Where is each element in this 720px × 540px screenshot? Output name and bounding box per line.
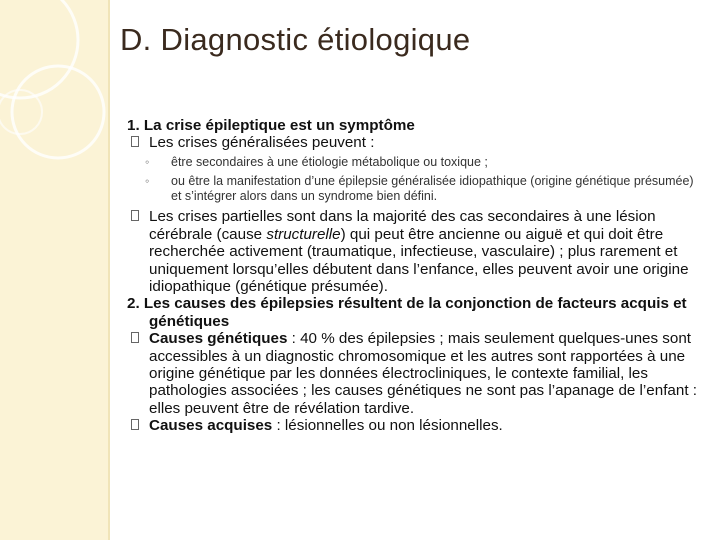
- decorative-side-panel: [0, 0, 108, 540]
- circle-bullet-icon: ◦: [145, 154, 150, 169]
- side-divider: [108, 0, 110, 540]
- section1-bullet-1: [127, 134, 702, 151]
- sub-item-text: être secondaires à une étiologie métabolique ou toxique ;: [171, 154, 488, 169]
- sub-item: [141, 174, 702, 204]
- bullet-text-bold: Causes génétiques: [149, 330, 288, 348]
- bullet-text-rest: : 40 % des épilepsies ; mais seulement quelques-unes sont accessibles à un diagnostic chromosomique et les autres sont rapportées à une origine génétique par les données électrocliniques, le contexte familial, les pathologies associées ; les causes génétiques ne sont pas l’apanage de l’enfant : elles peuvent être de révélation tardive.: [149, 330, 697, 417]
- slide-title: D. Diagnostic étiologique: [120, 22, 471, 57]
- bullet-text: Les crises généralisées peuvent :: [149, 134, 375, 152]
- bullet-text-rest: : lésionnelles ou non lésionnelles.: [272, 417, 503, 435]
- slide-content: [127, 117, 702, 435]
- circle-bullet-icon: ◦: [145, 174, 150, 189]
- bullet-text-bold: Causes acquises: [149, 417, 273, 435]
- square-bullet-icon: [131, 210, 139, 221]
- section2-bullet-1: [127, 330, 702, 417]
- bullet-text-italic: structurelle: [266, 225, 341, 243]
- square-bullet-icon: [131, 419, 139, 430]
- section2-heading: 2. Les causes des épilepsies résultent de la conjonction de facteurs acquis et génétiques: [127, 295, 687, 330]
- square-bullet-icon: [131, 136, 139, 147]
- decorative-circles-icon: [0, 0, 108, 200]
- bullet-text-pre: Les crises partielles sont dans la majorité des cas secondaires à une lésion cérébrale (cause: [149, 208, 656, 243]
- sub-list: [141, 155, 702, 205]
- square-bullet-icon: [131, 332, 139, 343]
- section1-bullet-2: [127, 208, 702, 295]
- section1-heading: 1. La crise épileptique est un symptôme: [127, 117, 415, 134]
- sub-item-text: ou être la manifestation d’une épilepsie généralisée idiopathique (origine génétique présumée) et s’intégrer alors dans un syndrome bien défini.: [171, 174, 694, 204]
- sub-item: [141, 155, 702, 170]
- section2-bullet-2: [127, 417, 702, 434]
- bullet-text-post: ) qui peut être ancienne ou aiguë et qui doit être recherchée activement (traumatique, infectieuse, vasculaire) ; plus rarement et uniquement lorsqu’elles débutent dans l’enfance, elles peuvent avoir une origine idiopathique (génétique présumée).: [149, 225, 689, 296]
